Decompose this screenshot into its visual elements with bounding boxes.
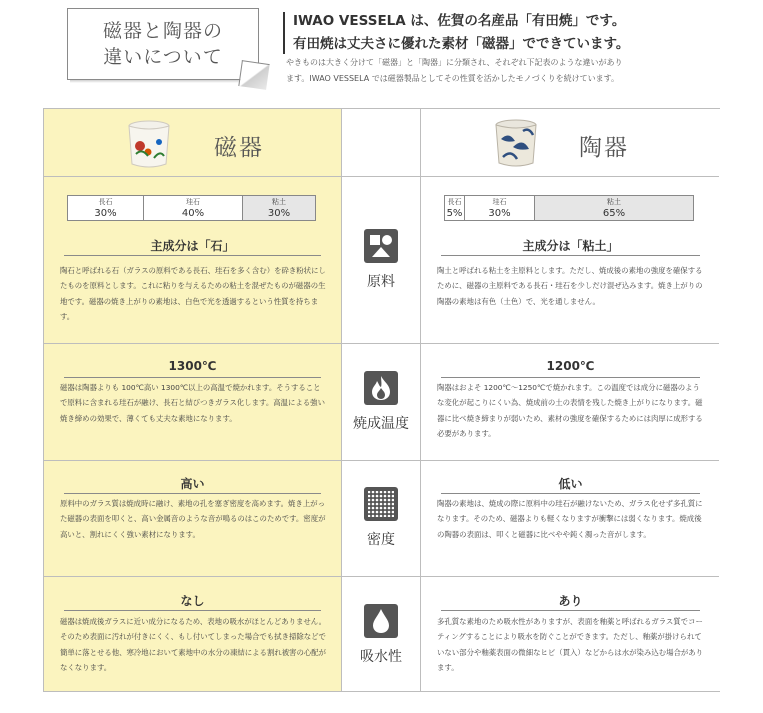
- segment-value: 40%: [181, 208, 205, 219]
- earthenware-header: [421, 109, 720, 176]
- composition-segment: [143, 196, 242, 220]
- title-box: [67, 8, 259, 80]
- category-label: 密度: [367, 532, 395, 548]
- intro-headline-2: 有田焼は丈夫さに優れた素材「磁器」でできています。: [293, 36, 630, 52]
- segment-value: 30%: [94, 208, 117, 219]
- porcelain-absorption-cell: [44, 576, 341, 693]
- segment-value: 30%: [267, 208, 291, 219]
- earthenware-cup-image: [493, 117, 539, 169]
- earthenware-material-cell: [421, 176, 720, 343]
- section-rule: [441, 377, 700, 378]
- category-label: 吸水性: [360, 648, 402, 665]
- earthenware-temperature-cell: [421, 343, 720, 460]
- category-label: 焼成温度: [353, 415, 409, 432]
- composition-segment: [464, 196, 534, 220]
- porcelain-density-text: 原料中のガラス質は焼成時に融け、素地の孔を塞ぎ密度を高めます。焼き上がった磁器の表面を叩くと、高い金属音のような音が鳴るのはこのためです。密度が高いと、割れにくく強い素材になります。: [60, 499, 326, 539]
- intro-description-1: やきものは大きく分けて「磁器」と「陶器」に分類され、それぞれ下記表のような違いがあり: [286, 58, 623, 67]
- earthenware-temperature-title: 1200℃: [546, 359, 595, 373]
- porcelain-temperature-cell: [44, 343, 341, 460]
- porcelain-temperature-title: 1300℃: [168, 359, 217, 373]
- segment-value: 65%: [602, 208, 626, 219]
- composition-segment: [445, 196, 464, 220]
- porcelain-cup-image: [126, 118, 172, 170]
- earthenware-composition-bar: [444, 195, 694, 221]
- porcelain-material-title: 主成分は「石」: [150, 239, 235, 253]
- segment-label: 長石: [98, 198, 113, 206]
- category-label: 原料: [367, 273, 395, 290]
- porcelain-density-title: 高い: [180, 477, 205, 491]
- composition-segment: [534, 196, 693, 220]
- segment-label: 粘土: [607, 198, 621, 206]
- section-rule: [64, 255, 321, 256]
- earthenware-density-cell: [421, 460, 720, 576]
- title-line-1: 磁器と陶器の: [102, 20, 223, 42]
- dense-pattern-icon: [364, 487, 398, 521]
- page-curl-decoration: [238, 60, 269, 90]
- category-density: [341, 460, 421, 576]
- section-rule: [64, 493, 321, 494]
- shapes-icon: [364, 229, 398, 263]
- earthenware-title: 陶器: [579, 135, 629, 161]
- segment-label: 粘土: [272, 198, 286, 206]
- earthenware-material-title: 主成分は「粘土」: [522, 239, 619, 253]
- porcelain-header: [44, 109, 341, 176]
- segment-value: 5%: [446, 208, 463, 219]
- porcelain-composition-bar: [67, 195, 316, 221]
- intro-description-2: ます。IWAO VESSELA では磁器製品としてその性質を活かしたモノづくりを続けています。: [286, 74, 620, 83]
- earthenware-absorption-text: 多孔質な素地のため吸水性がありますが、表面を釉薬と呼ばれるガラス質でコーティングすることにより吸水を防ぐことができます。ただし、釉薬が掛けられていない部分や釉薬表面の微細なヒビ（貫入）などからは水が染み込む場合があります。: [437, 617, 704, 672]
- intro-accent-bar: [283, 12, 285, 54]
- comparison-table: [43, 108, 720, 692]
- earthenware-density-text: 陶器の素地は、焼成の際に原料中の珪石が融けないため、ガラス化せず多孔質になります。そのため、磁器よりも軽くなりますが衝撃には弱くなります。焼成後の陶器の表面は、叩くと磁器に比べやや鈍く濁った音がします。: [437, 499, 703, 539]
- segment-label: 珪石: [492, 198, 507, 206]
- section-rule: [441, 493, 700, 494]
- earthenware-absorption-cell: [421, 576, 720, 693]
- earthenware-temperature-text: 陶器はおよそ 1200℃～1250℃で焼かれます。この温度では成分に磁器のような変化が起こりにくい為、焼成前の土の表情を残した焼き上がりになります。磁器に比べ焼き締まりが弱いため、素材の強度を確保するためには肉厚に成形する必要があります。: [437, 383, 703, 438]
- earthenware-absorption-title: あり: [558, 594, 583, 608]
- porcelain-material-text: 陶石と呼ばれる石（ガラスの原料である長石、珪石を多く含む）を砕き粉状にしたものを原料とします。これに粘りを与えるための粘土を混ぜたものが磁器の生地です。磁器の焼き上がりの素地は、白色で光を透過するという性質を持ちます。: [60, 266, 326, 321]
- earthenware-material-text: 陶土と呼ばれる粘土を主原料とします。ただし、焼成後の素地の強度を確保するために、磁器の主原料である長石・珪石を少しだけ混ぜ込みます。焼き上がりの陶器の素地は有色（土色）で、光を通しません。: [437, 266, 703, 306]
- segment-value: 30%: [488, 208, 511, 219]
- water-drop-icon: [364, 604, 398, 638]
- category-absorption: [341, 576, 421, 693]
- porcelain-absorption-text: 磁器は焼成後ガラスに近い成分になるため、表地の吸水がほとんどありません。そのため表面に汚れが付きにくく、もし付いてしまった場合でも拭き掃除などで簡単に落とせる他、寒冷地において素地中の水分の凍結による割れ被害の心配がなくなります。: [60, 617, 327, 672]
- composition-segment: [68, 196, 143, 220]
- section-rule: [441, 255, 700, 256]
- title-box-shadow: [70, 80, 250, 83]
- segment-label: 長石: [447, 198, 462, 206]
- porcelain-material-cell: [44, 176, 341, 343]
- earthenware-density-title: 低い: [558, 477, 583, 491]
- section-rule: [441, 610, 700, 611]
- intro-headline-1: IWAO VESSELA は、佐賀の名産品「有田焼」です。: [293, 13, 626, 29]
- title-line-2: 違いについて: [103, 46, 223, 68]
- category-material: [341, 176, 421, 343]
- flame-icon: [364, 371, 398, 405]
- composition-segment: [242, 196, 315, 220]
- section-rule: [64, 377, 321, 378]
- porcelain-density-cell: [44, 460, 341, 576]
- category-temperature: [341, 343, 421, 460]
- segment-label: 珪石: [186, 198, 200, 206]
- porcelain-absorption-title: なし: [180, 594, 205, 608]
- section-rule: [64, 610, 321, 611]
- porcelain-title: 磁器: [214, 135, 264, 161]
- porcelain-temperature-text: 磁器は陶器よりも 100℃高い 1300℃以上の高温で焼かれます。そうすることで原料に含まれる珪石が融け、長石と結びつきガラス化します。高温による強い焼き締めの効果で、薄くても丈夫な素地になります。: [60, 383, 325, 423]
